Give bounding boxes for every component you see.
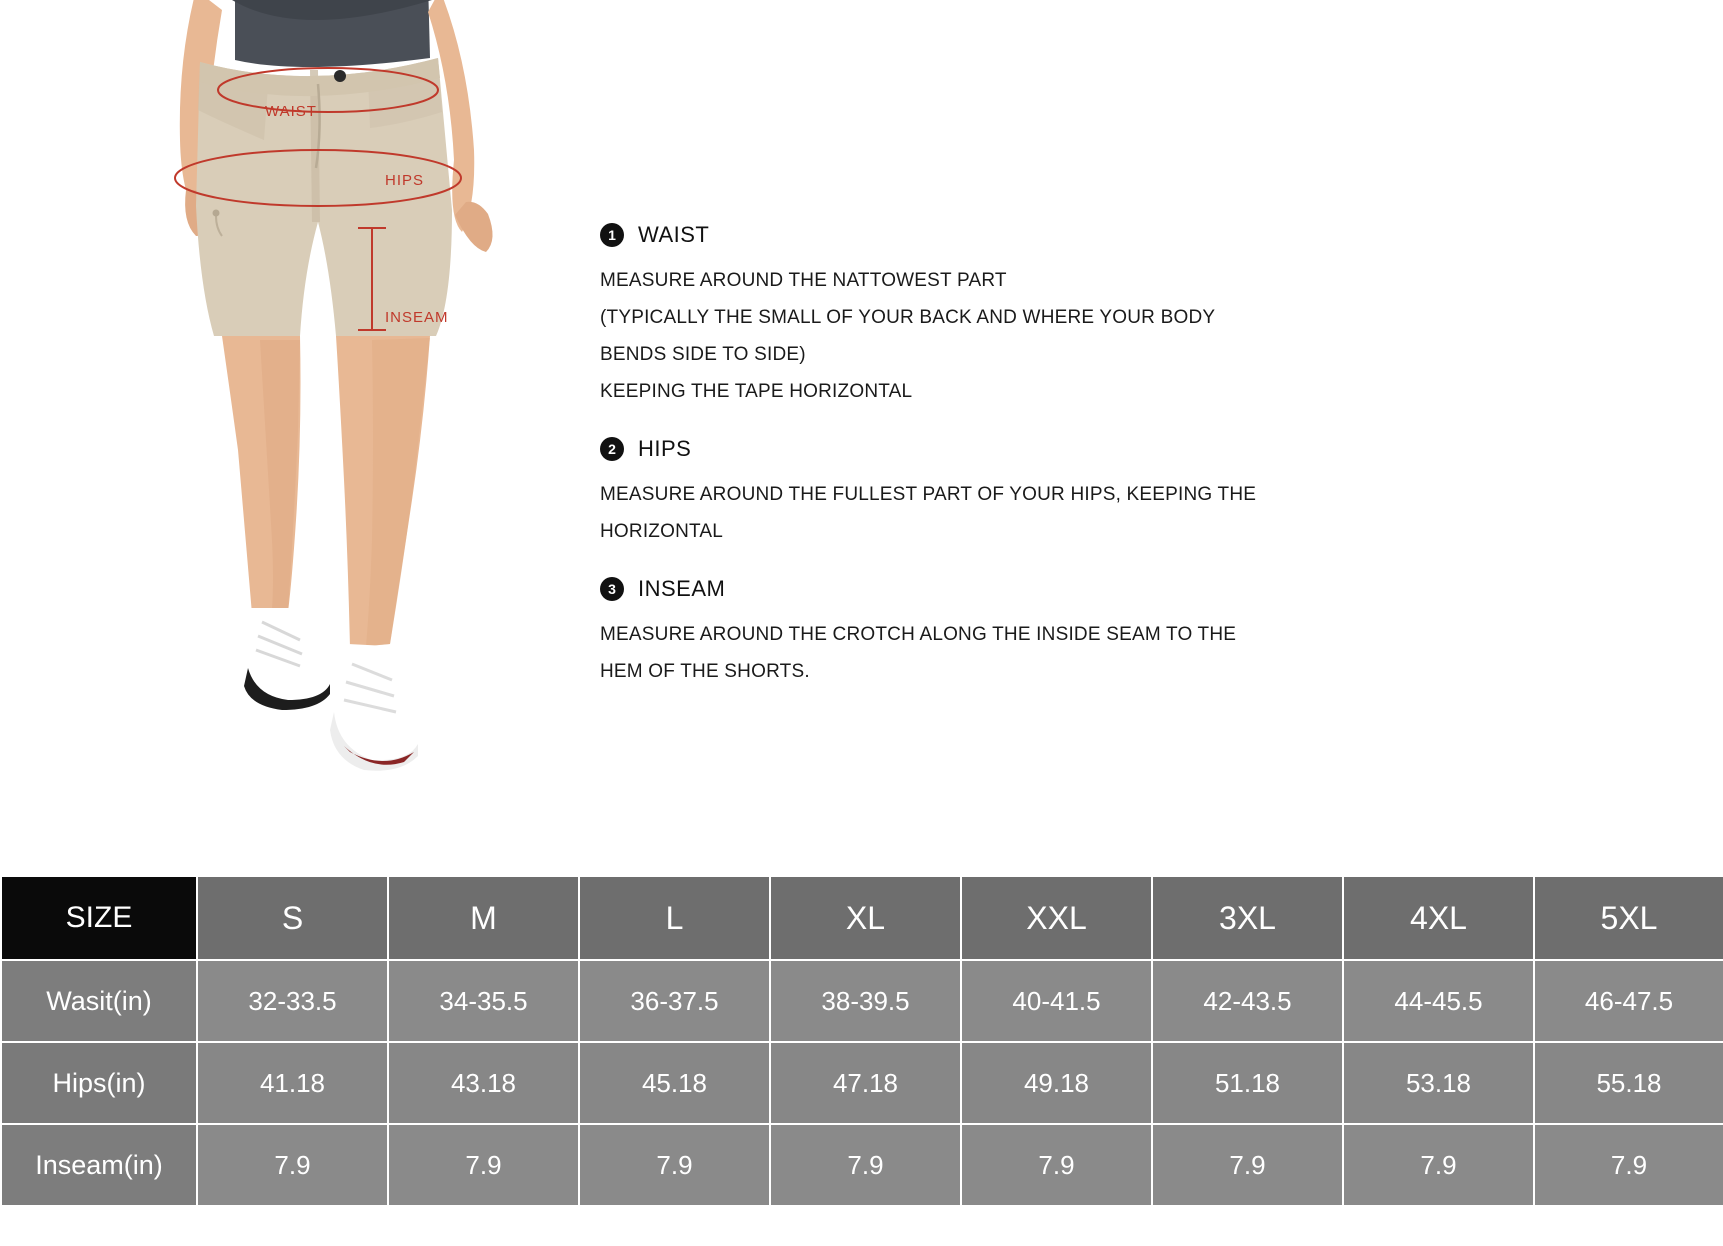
instruction-title-inseam: INSEAM <box>638 576 726 601</box>
cell-hips-xxl: 49.18 <box>961 1042 1152 1124</box>
column-header-xxl: XXL <box>961 876 1152 960</box>
column-header-5xl: 5XL <box>1534 876 1723 960</box>
measurement-instructions <box>600 222 1660 716</box>
column-header-m: M <box>388 876 579 960</box>
column-header-4xl: 4XL <box>1343 876 1534 960</box>
instruction-line: (TYPICALLY THE SMALL OF YOUR BACK AND WHERE YOUR BODY <box>600 307 1216 328</box>
cell-waist-s: 32-33.5 <box>197 960 388 1042</box>
instruction-block-inseam <box>600 576 1660 690</box>
instruction-title-waist: WAIST <box>638 222 710 247</box>
instruction-heading <box>600 576 1660 602</box>
instruction-line: BENDS SIDE TO SIDE) <box>600 344 806 365</box>
column-header-s: S <box>197 876 388 960</box>
instruction-line: MEASURE AROUND THE FULLEST PART OF YOUR HIPS, KEEPING THE <box>600 484 1257 505</box>
cell-inseam-xxl: 7.9 <box>961 1124 1152 1206</box>
cell-hips-l: 45.18 <box>579 1042 770 1124</box>
instruction-block-waist <box>600 222 1660 410</box>
instruction-block-hips <box>600 436 1660 550</box>
annotation-label-inseam: INSEAM <box>385 309 449 326</box>
instruction-line: HORIZONTAL <box>600 521 724 542</box>
cell-waist-3xl: 42-43.5 <box>1152 960 1343 1042</box>
column-header-l: L <box>579 876 770 960</box>
model-figure-graphic <box>0 0 620 880</box>
table-header-row <box>1 876 1723 960</box>
instruction-heading <box>600 222 1660 248</box>
cell-waist-l: 36-37.5 <box>579 960 770 1042</box>
number-badge-3: 3 <box>600 577 624 601</box>
row-label-waist: Wasit(in) <box>1 960 197 1042</box>
column-header-xl: XL <box>770 876 961 960</box>
cell-hips-s: 41.18 <box>197 1042 388 1124</box>
instruction-line: HEM OF THE SHORTS. <box>600 661 810 682</box>
number-badge-2: 2 <box>600 437 624 461</box>
cell-hips-m: 43.18 <box>388 1042 579 1124</box>
table-corner-label: SIZE <box>1 876 197 960</box>
instruction-heading <box>600 436 1660 462</box>
row-label-inseam: Inseam(in) <box>1 1124 197 1206</box>
cell-inseam-5xl: 7.9 <box>1534 1124 1723 1206</box>
column-header-3xl: 3XL <box>1152 876 1343 960</box>
instruction-line: KEEPING THE TAPE HORIZONTAL <box>600 381 913 402</box>
number-badge-1: 1 <box>600 223 624 247</box>
cell-inseam-xl: 7.9 <box>770 1124 961 1206</box>
cell-waist-xl: 38-39.5 <box>770 960 961 1042</box>
cell-inseam-s: 7.9 <box>197 1124 388 1206</box>
cell-waist-5xl: 46-47.5 <box>1534 960 1723 1042</box>
instruction-title-hips: HIPS <box>638 436 692 461</box>
cell-waist-4xl: 44-45.5 <box>1343 960 1534 1042</box>
cell-inseam-l: 7.9 <box>579 1124 770 1206</box>
table-row <box>1 1124 1723 1206</box>
cell-hips-3xl: 51.18 <box>1152 1042 1343 1124</box>
table-row <box>1 960 1723 1042</box>
annotation-label-hips: HIPS <box>385 172 425 189</box>
cell-hips-xl: 47.18 <box>770 1042 961 1124</box>
annotation-label-waist: WAIST <box>265 103 317 120</box>
cell-hips-5xl: 55.18 <box>1534 1042 1723 1124</box>
cell-inseam-4xl: 7.9 <box>1343 1124 1534 1206</box>
size-chart-table <box>0 875 1723 1207</box>
cell-waist-xxl: 40-41.5 <box>961 960 1152 1042</box>
instruction-line: MEASURE AROUND THE CROTCH ALONG THE INSIDE SEAM TO THE <box>600 624 1237 645</box>
cell-hips-4xl: 53.18 <box>1343 1042 1534 1124</box>
cell-inseam-3xl: 7.9 <box>1152 1124 1343 1206</box>
row-label-hips: Hips(in) <box>1 1042 197 1124</box>
table-row <box>1 1042 1723 1124</box>
cell-inseam-m: 7.9 <box>388 1124 579 1206</box>
instruction-line: MEASURE AROUND THE NATTOWEST PART <box>600 270 1007 291</box>
cell-waist-m: 34-35.5 <box>388 960 579 1042</box>
measurement-illustration <box>0 0 620 880</box>
